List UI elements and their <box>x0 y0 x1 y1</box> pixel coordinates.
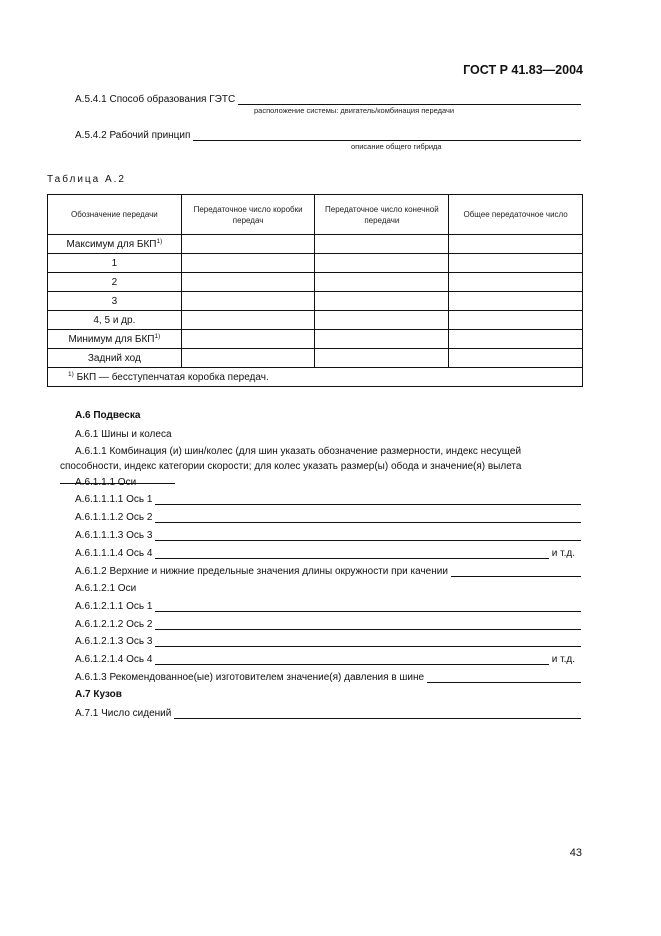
field-work-principle-line[interactable] <box>193 130 581 141</box>
axles-heading-1: А.6.1.1.1 Оси <box>75 477 137 488</box>
field-axle-1: А.6.1.1.1.1 Ось 1 <box>75 494 581 505</box>
field-rolling-limits: А.6.1.2 Верхние и нижние предельные значения длины окружности при качении <box>75 566 581 577</box>
row-label: 4, 5 и др. <box>48 311 182 330</box>
table-row <box>48 273 583 292</box>
field-work-principle <box>75 130 581 141</box>
table-header-row <box>48 195 583 235</box>
field-axle2-1: А.6.1.2.1.1 Ось 1 <box>75 601 581 612</box>
table-row <box>48 311 583 330</box>
standard-number: ГОСТ Р 41.83—2004 <box>463 63 583 77</box>
section-suspension-heading: А.6 Подвеска <box>75 410 141 421</box>
limits-line[interactable] <box>451 566 581 577</box>
table-row <box>48 292 583 311</box>
table-cell[interactable] <box>449 254 583 273</box>
table-cell[interactable] <box>449 330 583 349</box>
combination-paragraph: А.6.1.1 Комбинация (и) шин/колес (для шин указать обозначение размерности, индекс несущей способности, индекс категории скорости; для колес указать размер(ы) обода и значение(я) вылета <box>60 444 582 489</box>
page-number: 43 <box>569 847 582 859</box>
pressure-line[interactable] <box>427 672 581 683</box>
field-seats: А.7.1 Число сидений <box>75 708 581 719</box>
axle-line[interactable] <box>155 494 581 505</box>
section-body-heading: А.7 Кузов <box>75 689 122 700</box>
axle-line[interactable] <box>155 601 581 612</box>
table-cell[interactable] <box>315 311 449 330</box>
section-tires: А.6.1 Шины и колеса <box>75 429 172 440</box>
table-cell[interactable] <box>181 330 315 349</box>
table-cell[interactable] <box>315 254 449 273</box>
field-axle-3: А.6.1.1.1.3 Ось 3 <box>75 530 581 541</box>
header-final-ratio: Передаточное число конечной передачи <box>315 195 449 235</box>
table-cell[interactable] <box>315 330 449 349</box>
row-label: Максимум для БКП$^{1)}$ <box>48 235 182 254</box>
table-cell[interactable] <box>181 311 315 330</box>
field-gets-method-line[interactable] <box>238 94 581 105</box>
table-footnote: $^{1)}$ БКП — бесступенчатая коробка передач. <box>48 368 583 387</box>
table-cell[interactable] <box>181 273 315 292</box>
header-total-ratio: Общее передаточное число <box>449 195 583 235</box>
axle-line[interactable] <box>155 654 548 665</box>
table-cell[interactable] <box>181 292 315 311</box>
axle-line[interactable] <box>155 548 548 559</box>
field-work-principle-caption: описание общего гибрида <box>351 142 442 151</box>
field-tire-pressure: А.6.1.3 Рекомендованное(ые) изготовителем значение(я) давления в шине <box>75 672 581 683</box>
table-row <box>48 330 583 349</box>
table-cell[interactable] <box>181 235 315 254</box>
axle-line[interactable] <box>155 636 581 647</box>
table-cell[interactable] <box>449 235 583 254</box>
table-cell[interactable] <box>315 292 449 311</box>
table-cell[interactable] <box>315 273 449 292</box>
header-gearbox-ratio: Передаточное число коробки передач <box>181 195 315 235</box>
table-cell[interactable] <box>449 292 583 311</box>
row-label: 3 <box>48 292 182 311</box>
field-gets-method-label: А.5.4.1 Способ образования ГЭТС <box>75 94 236 105</box>
table-row <box>48 254 583 273</box>
field-axle2-2: А.6.1.2.1.2 Ось 2 <box>75 619 581 630</box>
row-label: Минимум для БКП$^{1)}$ <box>48 330 182 349</box>
axle-line[interactable] <box>155 512 581 523</box>
field-gets-method-caption: расположение системы: двигатель/комбинация передачи <box>254 106 455 115</box>
table-cell[interactable] <box>449 273 583 292</box>
field-axle-2: А.6.1.1.1.2 Ось 2 <box>75 512 581 523</box>
table-row <box>48 235 583 254</box>
row-label: Задний ход <box>48 349 182 368</box>
row-label: 2 <box>48 273 182 292</box>
seats-line[interactable] <box>174 708 581 719</box>
table-cell[interactable] <box>449 349 583 368</box>
field-axle2-3: А.6.1.2.1.3 Ось 3 <box>75 636 581 647</box>
table-row <box>48 349 583 368</box>
axle-line[interactable] <box>155 619 581 630</box>
axle-line[interactable] <box>155 530 581 541</box>
field-gets-method <box>75 94 581 105</box>
table-cell[interactable] <box>181 254 315 273</box>
field-axle2-4: А.6.1.2.1.4 Ось 4 и т.д. <box>75 654 575 665</box>
axles-heading-2: А.6.1.2.1 Оси <box>75 583 137 594</box>
table-footnote-row <box>48 368 583 387</box>
field-work-principle-label: А.5.4.2 Рабочий принцип <box>75 130 191 141</box>
row-label: 1 <box>48 254 182 273</box>
table-cell[interactable] <box>449 311 583 330</box>
field-axle-4: А.6.1.1.1.4 Ось 4 и т.д. <box>75 548 575 559</box>
table-title: Таблица А.2 <box>47 174 126 185</box>
header-gear: Обозначение передачи <box>48 195 182 235</box>
table-cell[interactable] <box>315 349 449 368</box>
table-cell[interactable] <box>181 349 315 368</box>
table-cell[interactable] <box>315 235 449 254</box>
gear-ratio-table <box>47 194 583 387</box>
